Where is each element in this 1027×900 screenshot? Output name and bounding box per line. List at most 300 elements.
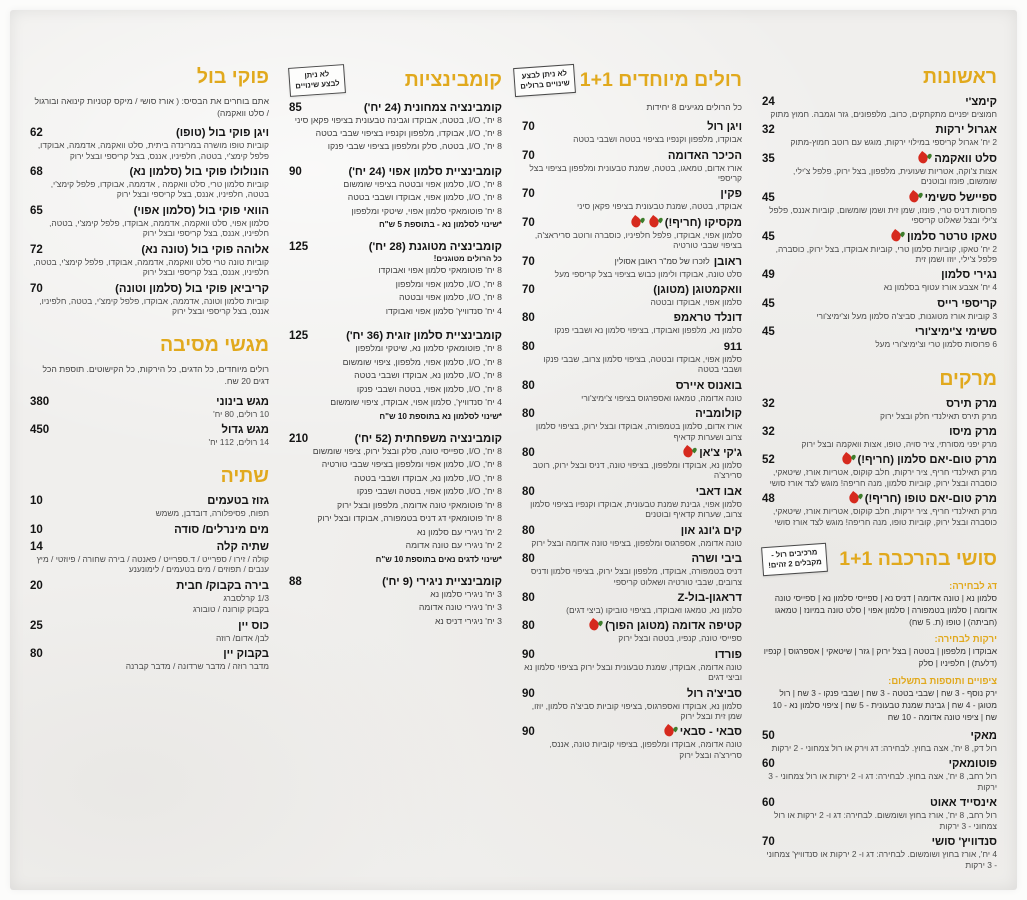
item-name: מים מינרלים/ סודה	[174, 523, 269, 536]
item-price: 80	[522, 485, 535, 498]
menu-item	[762, 192, 997, 226]
combo-line: 8 יח', I/O, בטטה, אבוקדו וגבינה טבעונית בציפוי פקאן סיני	[294, 114, 502, 125]
section-party-platters	[30, 334, 269, 447]
item-description: קוביות סלמון וטונה, אדממה, אבוקדו, פלפל קימצ'י, בטטה, חלפיניו, אננס, בצל קריספי ובצל ירוק	[39, 295, 269, 316]
item-description: טונה אדומה, אבוקדו ומלפפון, בציפוי קוביות טונה, אננס, סרירצ'ה ובצל ירוק	[549, 739, 742, 760]
menu-item	[30, 127, 269, 161]
menu-item	[522, 486, 742, 520]
item-description: רול רחב, 8 יח', אצה בחוץ. לבחירה: דג ו- 2 ירקות או רול צמחוני - 3 ירקות	[768, 771, 997, 792]
item-name: סשימי צ'ימיצ'ורי	[914, 326, 997, 339]
menu-item	[30, 620, 269, 643]
item-name: הוואי פוקי בול (סלמון אפוי)	[133, 204, 269, 217]
item-description: טונה אדומה, אבוקדו, שמנת טבעונית ובצל ירוק בציפוי סלמון נא וביצי דגים	[524, 661, 742, 683]
section-special-rolls	[522, 66, 742, 760]
section-soups	[762, 368, 997, 528]
item-name-wrap	[681, 447, 742, 459]
item-price: 60	[762, 797, 775, 810]
combo-line: 8 יח' פוטומאקי סלמון אפוי, שיטקי ומלפפון	[351, 205, 502, 216]
item-price: 35	[762, 152, 775, 165]
item-bold-note: כל הרולים מטוגנים!	[433, 254, 502, 264]
section-title: סושי בהרכבה 1+1	[839, 547, 997, 570]
item-price: 450	[30, 424, 50, 437]
item-row	[522, 341, 742, 353]
section-header-row	[522, 66, 742, 95]
combo-line: 8 יח', I/O, סלמון אפוי, מלפפון, ציפוי שומשום	[342, 356, 502, 367]
item-name: ויגן פוקי בול (טופו)	[176, 127, 269, 140]
item-name: מאקי	[970, 730, 997, 743]
option-group-label: דג לבחירה:	[949, 580, 997, 592]
item-price: 62	[30, 127, 43, 140]
item-row	[30, 244, 269, 256]
menu-column-poke-platters-drinks	[30, 66, 269, 875]
chili-icon	[847, 491, 861, 505]
item-description: קוביות טונה טרי סלט וואקמה, אדממה, אבוקדו, פלפל קימצ'י, בטטה, חלפיניו, אננס, בצל קריספי ובצל ירוק	[33, 256, 269, 278]
item-row	[522, 408, 742, 420]
item-name-wrap	[364, 102, 502, 114]
item-row	[30, 495, 269, 507]
section-title: קומבינציות	[404, 68, 502, 91]
item-name-wrap	[932, 836, 997, 848]
item-name-wrap	[115, 283, 269, 295]
menu-item	[522, 553, 742, 587]
item-name-wrap	[134, 205, 269, 217]
section-title: ראשונות	[922, 66, 997, 88]
item-price: 45	[762, 297, 775, 310]
option-group-text: אבוקדו | מלפפון | בטטה | בצל ירוק | גזר | שיטאקי | אספרגוס | קנפיו (דלעת) | חלפיניו | סלק	[763, 646, 997, 669]
combo-line: 3 יח' ניגירי טונה אדומה	[418, 602, 502, 613]
item-name-wrap	[696, 486, 742, 498]
combo-line: 4 יח' סנדוויץ' סלמון אפוי ואבוקדו	[385, 305, 502, 316]
chili-icon	[587, 618, 601, 632]
item-name-wrap	[129, 166, 269, 178]
item-name: קומבינציה צמחונית (24 יח')	[363, 101, 502, 114]
stamp-badge	[288, 64, 346, 96]
item-description: פרוסות דניס טרי, פונזו, שמן זית ושמן שומשום, קוביות אננס, פלפל צ'ילי ובצל שאלוט קריספי	[769, 204, 997, 226]
item-row	[289, 330, 502, 342]
stamp-badge-line: שינויים ברולים	[520, 78, 571, 91]
item-name-wrap	[615, 256, 742, 268]
combo-line: 8 יח', I/O, סלמון נא, אבוקדו ושבבי בטטה	[354, 472, 502, 483]
item-name-wrap	[216, 396, 269, 408]
item-name-wrap	[662, 726, 742, 738]
section-combinations	[289, 66, 502, 628]
item-name: בואנוס איירס	[675, 379, 742, 392]
item-price: 70	[522, 149, 535, 162]
item-name: סלט וואקמה	[934, 152, 997, 165]
item-description: 2 יח' טאקו, קוביות סלמון טרי, קוביות אבוקדו, בצל ירוק, כוסברה, פלפל צ'ילי, יוזו ושמן זית	[775, 243, 997, 264]
item-name: קימצ'י	[965, 96, 997, 108]
item-row	[762, 192, 997, 204]
item-name: קומבינציית סלמון אפוי (24 יח')	[348, 165, 502, 178]
item-name-wrap	[141, 244, 269, 256]
item-row	[522, 688, 742, 700]
option-group	[762, 581, 997, 629]
item-row	[762, 269, 997, 281]
item-name: קולומביה	[695, 408, 742, 421]
item-price: 125	[289, 330, 309, 343]
item-row	[30, 166, 269, 178]
item-description: אורז אדום, סלמון בטמפורה, אבוקדו ובצל ירוק, בציפוי סלמון צרוב ושערות קדאיף	[535, 421, 742, 442]
section-intro: רולים מיוחדים, כל הדגים, כל הירקות, כל הקישוטים. תוספת הכל דגים 20 שח.	[42, 364, 269, 386]
menu-item	[30, 396, 269, 419]
item-name: פורדו	[714, 648, 742, 661]
item-name-wrap	[348, 166, 502, 178]
menu-item	[522, 256, 742, 279]
menu-item	[762, 730, 997, 753]
item-price: 72	[30, 243, 43, 256]
item-name-wrap	[668, 150, 742, 162]
item-row	[522, 284, 742, 296]
stamp-badge-line: לבצע שינויים	[295, 78, 340, 91]
menu-item	[522, 284, 742, 307]
item-name-wrap	[889, 231, 997, 243]
item-price: 32	[762, 124, 775, 137]
item-price: 52	[762, 454, 775, 467]
item-name: אגרול ירקות	[935, 124, 997, 137]
item-name: מקסיקו (חריף!)	[664, 216, 742, 229]
item-row	[522, 649, 742, 661]
menu-item	[289, 166, 502, 229]
item-name-wrap	[847, 493, 997, 505]
menu-column-combinations	[289, 66, 502, 875]
item-row	[522, 188, 742, 200]
item-description: מרק יפני מסורתי, ציר סויה, טופו, אצות וואקמה ובצל ירוק	[801, 439, 997, 450]
menu-item	[522, 341, 742, 375]
combo-line: 2 יח' ניגירי עם סלמון נא	[416, 526, 502, 537]
menu-item	[762, 124, 997, 147]
option-group-label: ציפויים ותוספות בתשלום:	[888, 676, 997, 688]
item-price: 65	[30, 204, 43, 217]
section-poke-bowl	[30, 66, 269, 316]
item-row	[762, 426, 997, 438]
item-price: 50	[762, 730, 775, 743]
item-price: 70	[522, 216, 535, 229]
chili-icon	[907, 190, 921, 204]
item-name: הונולולו פוקי בול (סלמון נא)	[129, 166, 269, 179]
item-description: מרק תאילנדי חריף, ציר ירקות, חלב קוקוס, אטריות אורז, שיטאקי, כוסברה ובצל ירוק, קוביות טופו, מנה חריפה! מוגש לצד אורז סושי	[772, 506, 997, 527]
item-description: דניס בטמפורה, אבוקדו, מלפפון ובצל ירוק, בציפוי סלמון ודניס צרובים, שבבי טורטיה ושאלוט קריספי	[530, 566, 742, 587]
section-title: מגשי מסיבה	[159, 334, 269, 357]
item-row	[522, 256, 742, 268]
combo-line: 8 יח', I/O, סלמון אפוי, אבוקדו ושבבי בטטה	[347, 192, 502, 203]
item-description: סלמון אפוי, גבינת שמנת טבעונית, אבוקדו וקנפיו בציפוי סלמון צרוב, שערות קדאיף ובוטנים	[530, 498, 742, 520]
item-price: 85	[289, 101, 302, 114]
menu-item	[762, 298, 997, 321]
item-price: 90	[522, 687, 535, 700]
section-header-row	[762, 66, 997, 89]
item-description-line: 1/3 קרלסברג	[223, 592, 269, 603]
menu-item	[30, 541, 269, 575]
menu-item	[522, 447, 742, 481]
item-name: קומבינציה משפחתית (52 יח')	[354, 432, 502, 445]
menu-item	[30, 524, 269, 536]
item-description: סלט טונה, אבוקדו ולימון כבוש בציפוי בצל קריספי מעל	[554, 268, 742, 279]
item-price: 80	[522, 312, 535, 325]
item-price: 90	[522, 726, 535, 739]
menu-item	[30, 166, 269, 200]
combo-line: 8 יח', I/O, סלמון אפוי ובטטה	[399, 292, 502, 303]
section-title: שתיה	[220, 465, 269, 488]
item-name-wrap	[629, 217, 742, 229]
item-row	[522, 217, 742, 229]
item-row	[522, 525, 742, 537]
menu-paper	[10, 10, 1017, 890]
item-description: סלמון נא, אבוקדו ואספרגוס, בציפוי קוביות סביצ'ה סלמון, יוזו, שמן זית ובצל ירוק	[531, 700, 742, 722]
item-name-wrap	[949, 426, 997, 438]
section-title: מרקים	[939, 367, 997, 390]
item-name-wrap	[653, 284, 742, 296]
item-note: *שינוי לדגים נאים בתוספת 10 ש"ח	[375, 554, 502, 564]
item-name-wrap	[915, 326, 997, 338]
item-price: 70	[522, 255, 535, 268]
menu-item	[30, 580, 269, 615]
section-header-row	[30, 334, 269, 357]
item-name: קומבינציה מטוגנת (28 יח')	[368, 241, 502, 254]
item-price: 70	[762, 836, 775, 849]
menu-item	[522, 312, 742, 335]
item-row	[762, 153, 997, 165]
menu-item	[30, 205, 269, 239]
item-price: 49	[762, 269, 775, 282]
item-description: חמוצים יפניים מתקתקים, כרוב, מלפפונים, גזר וגמבה. חמוץ מתוק	[770, 109, 997, 119]
combo-line: 8 יח', פוטומאקי סלמון נא, שיטקי ומלפפון	[355, 343, 502, 354]
menu-item	[522, 150, 742, 184]
menu-root	[10, 10, 1017, 875]
item-name-wrap	[346, 330, 502, 342]
item-row	[762, 493, 997, 505]
item-price: 20	[30, 579, 43, 592]
combo-line: 8 יח' פוטומאקי סלמון אפוי ואבוקדו	[378, 265, 502, 276]
section-header-row	[762, 368, 997, 391]
item-price: 60	[762, 758, 775, 771]
item-name-wrap	[840, 454, 998, 466]
item-name: קומבינציית ניגירי (9 יח')	[382, 575, 502, 588]
combo-line: 2 יח' ניגירי עם טונה אדומה	[405, 540, 502, 551]
item-description: מרק תירס תאילנדי חלק ובצל ירוק	[880, 410, 997, 421]
section-title: רולים מיוחדים 1+1	[579, 68, 742, 91]
item-description: מרק תאילנדי חריף, ציר ירקות, חלב קוקוס, אטריות אורז, שיטאקי, כוסברה ובצל ירוק, קוביות סלמון, מנה חריפה! מוגש לצד אורז סושי	[769, 467, 997, 488]
item-description: תפוח, פסיפלורה, דובדבן, משמש	[155, 508, 269, 519]
item-row	[522, 312, 742, 324]
menu-item	[762, 326, 997, 349]
item-description: מדבר רוזה / מדבר שרדונה / מדבר קברנה	[125, 660, 269, 671]
menu-item	[762, 836, 997, 870]
item-description: קוביות סלמון טרי, סלט וואקמה , אדממה, אבוקדו, פלפל קימצ'י, בטטה, חלפיניו, אננס, בצל קריספי ובצל ירוק	[50, 179, 269, 200]
item-price: 210	[289, 432, 309, 445]
item-price: 80	[522, 591, 535, 604]
item-row	[289, 433, 502, 445]
item-price: 90	[522, 648, 535, 661]
item-description: סלמון נא, מלפפון ואבוקדו, בציפוי סלמון נא ושבבי פנקו	[554, 325, 742, 336]
item-name: דראגון-בול-Z	[677, 591, 742, 604]
item-name-wrap	[907, 192, 997, 204]
item-description: אבוקדו, בטטה, שמנת טבעונית בציפוי פקאן סיני	[576, 201, 742, 212]
item-row	[522, 150, 742, 162]
section-starters	[762, 66, 997, 350]
stamp-badge	[513, 64, 576, 97]
menu-item	[762, 493, 997, 527]
item-name: פוטומאקי	[948, 758, 997, 771]
menu-item	[522, 408, 742, 442]
combo-line: 8 יח', I/O, בטטה, סלק ומלפפון בציפוי שבבי פנקו	[327, 141, 502, 152]
item-row	[522, 592, 742, 604]
item-name-wrap	[936, 124, 997, 136]
item-row	[522, 121, 742, 133]
item-description: ספייסי טונה, קנפיו, בטטה ובצל ירוק	[618, 633, 742, 644]
menu-item	[30, 495, 269, 518]
combo-line: 8 יח', I/O, סלמון נא, אבוקדו ושבבי בטטה	[354, 370, 502, 381]
item-name-wrap	[720, 188, 742, 200]
item-price: 48	[762, 493, 775, 506]
item-row	[30, 127, 269, 139]
chili-icon	[681, 445, 695, 459]
item-name-wrap	[222, 424, 269, 436]
item-description: אצות צ'וקה, אטריות שעועית, מלפפון, בצל ירוק, פלפל צ'ילי, שומשום, פונזו ובוטנים	[793, 165, 997, 187]
stamp-badge-line: מקבלים 2 זהים!	[768, 557, 823, 571]
item-price: 45	[762, 326, 775, 339]
item-name-wrap	[971, 730, 997, 742]
section-drinks	[30, 465, 269, 671]
item-name-wrap	[916, 153, 997, 165]
menu-item	[522, 726, 742, 760]
section-title: פוקי בול	[196, 66, 269, 88]
item-description: סלמון נא, טמאגו ואבוקדו, בציפוי טוביקו (ביצי דגים)	[566, 604, 742, 615]
item-price: 80	[522, 447, 535, 459]
item-row	[30, 205, 269, 217]
menu-item	[762, 153, 997, 187]
item-name-wrap	[715, 649, 742, 661]
chili-icon	[629, 215, 643, 229]
item-note: *שינוי לסלמון נא - בתוספת 5 ש"ח	[378, 220, 502, 230]
combo-line: 3 יח' ניגירי דניס נא	[434, 615, 502, 626]
combo-line: 8 יח' פוטומאקי טונה אדומה, מלפפון ובצל ירוק	[336, 499, 502, 510]
item-row	[30, 620, 269, 632]
combo-line: 8 יח' פוטומאקי דג דניס בטמפורה, אבוקדו ובצל ירוק	[317, 513, 502, 524]
item-name-wrap	[707, 121, 742, 133]
item-price: 32	[762, 426, 775, 439]
item-name-wrap	[238, 620, 269, 632]
item-description: קולה / זירו / ספרייט / ד.ספרייט / פאנטה / בירה שחורה / פיוזטי / מיץ ענבים / תפוזים / מים בטעמים / לימונענע	[36, 553, 269, 575]
item-name-wrap	[687, 688, 742, 700]
item-description: רול דק, 8 יח', אצה בחוץ. לבחירה: דג וירק או רול צמחוני - 2 ירקות	[771, 743, 997, 754]
item-description: רול רחב, 8 יח', אורז בחוץ ושומשום. לבחירה: דג ו- 2 ירקות או רול צמחוני - 3 ירקות	[774, 810, 997, 831]
menu-item	[522, 217, 742, 251]
item-description: טונה אדומה, אספרגוס ומלפפון, בציפוי טונה אדומה ובצל ירוק	[531, 537, 742, 548]
stamp-badge-line: לא ניתן לבצע	[521, 68, 568, 81]
item-row	[522, 486, 742, 498]
chili-icon	[889, 229, 903, 243]
chili-icon	[839, 452, 853, 466]
item-name: גזוז בטעמים	[207, 495, 269, 508]
menu-item	[289, 330, 502, 420]
item-name-wrap	[176, 580, 269, 592]
item-row	[30, 580, 269, 592]
item-name-wrap	[587, 620, 742, 632]
item-name: קומבינציית סלמון זוגית (36 יח')	[346, 330, 502, 343]
item-name: מגש בינוני	[216, 395, 269, 408]
option-group-text: ירק נוסף - 3 שח | שבבי בטטה - 3 שח | שבבי פנקו - 3 שח | רול מטוגן - 4 שח | גבינת שמנת טבעונית - 5 שח | ציפוי סלמון נא - 10 שח | ציפוי טונה אדומה - 10 שח	[772, 688, 997, 723]
option-group-label: ירקות לבחירה:	[934, 634, 997, 646]
chili-icon	[662, 724, 676, 738]
menu-item	[762, 269, 997, 292]
stamp-badge-line: מרכיבים רול -	[770, 547, 818, 560]
item-name: קריספי רייס	[937, 297, 997, 310]
menu-item	[762, 398, 997, 421]
item-description: 6 פרוסות סלמון טרי וצ'ימיצ'ורי מעל	[875, 339, 997, 350]
item-name: הכיכר האדומה	[667, 149, 742, 162]
item-name-wrap	[949, 758, 997, 770]
item-row	[522, 620, 742, 632]
item-row	[30, 396, 269, 408]
combo-line: 4 יח' סנדוויץ', סלמון אפוי, אבוקדו, ציפוי שומשום	[330, 397, 502, 408]
item-name: 911	[723, 340, 742, 353]
item-name: ויגן רול	[707, 121, 742, 134]
item-name-wrap	[174, 524, 269, 536]
item-description: אבוקדו, מלפפון וקנפיו בציפוי בטטה ושבבי בטטה	[573, 134, 742, 145]
item-price: 380	[30, 395, 50, 408]
item-row	[762, 96, 997, 108]
item-row	[289, 576, 502, 588]
item-price: 70	[522, 121, 535, 134]
section-header-row	[762, 545, 997, 574]
item-description: 10 רולים, 80 יח'	[213, 408, 269, 419]
item-name: סבאי - סבאי	[679, 726, 742, 739]
item-name: ספיישל סשימי	[924, 191, 997, 204]
item-name: מרק טום-יאם סלמון (חריף!)	[857, 454, 997, 467]
menu-item	[30, 283, 269, 317]
item-description: קוביות טופו מושרה במרינדה ביתית, סלט וואקמה, אדממה, אבוקדו, פלפל קימצ'י, בטטה, חלפיניו, אננס, בצל קריספי ובצל ירוק	[37, 140, 269, 161]
item-price: 125	[289, 241, 309, 254]
item-name-wrap	[681, 525, 742, 537]
combo-line: 8 יח', I/O, ספייסי טונה, סלק ובצל ירוק, ציפוי שומשום	[312, 445, 502, 456]
item-price: 14	[30, 540, 43, 553]
menu-item	[522, 380, 742, 403]
combo-line: 8 יח', I/O, סלמון אפוי ובטטה בציפוי שומשום	[343, 178, 502, 189]
chili-icon	[916, 151, 930, 165]
item-row	[30, 648, 269, 660]
item-price: 80	[522, 408, 535, 421]
menu-item	[522, 188, 742, 211]
item-description: 4 יח' אצבע אורז עטוף בסלמון נא	[883, 282, 997, 293]
item-row	[762, 730, 997, 742]
menu-item	[289, 102, 502, 154]
item-price: 10	[30, 495, 43, 508]
item-name: ביבי ושרה	[691, 553, 742, 566]
section-intro: כל הרולים מגיעים 8 יחידות	[646, 101, 742, 112]
option-group	[762, 676, 997, 724]
item-name: נגירי סלמון	[941, 269, 997, 282]
menu-item	[522, 121, 742, 144]
item-name-wrap	[207, 495, 269, 507]
item-name-wrap	[691, 553, 742, 565]
menu-item	[762, 96, 997, 119]
item-name-wrap	[217, 541, 269, 553]
item-name-wrap	[355, 433, 502, 445]
item-name-wrap	[724, 341, 742, 353]
section-header-row	[30, 465, 269, 488]
item-description: אורז אדום, טמאגו, בטטה, שמנת טבעונית ומלפפון בציפוי בצל קריספי	[529, 162, 742, 183]
item-row	[762, 836, 997, 848]
item-row	[522, 553, 742, 565]
item-name: ג'קי צ'אן	[699, 447, 742, 459]
combo-line: 8 יח', I/O, סלמון אפוי, בטטה ושבבי פנקו	[356, 383, 502, 394]
item-description: 3 קוביות אורז מטוגנות, סביצ'ה סלמון מעל וצ'ימיצ'ורי	[816, 310, 997, 321]
section-sushi-build	[762, 545, 997, 870]
stamp-badge	[761, 543, 828, 576]
menu-column-special-rolls	[522, 66, 742, 875]
item-description: סלמון נא, אבוקדו ומלפפון, בציפוי טונה, דניס ובצל ירוק, רוטב סרירצ'ה	[532, 460, 742, 481]
item-row	[762, 298, 997, 310]
